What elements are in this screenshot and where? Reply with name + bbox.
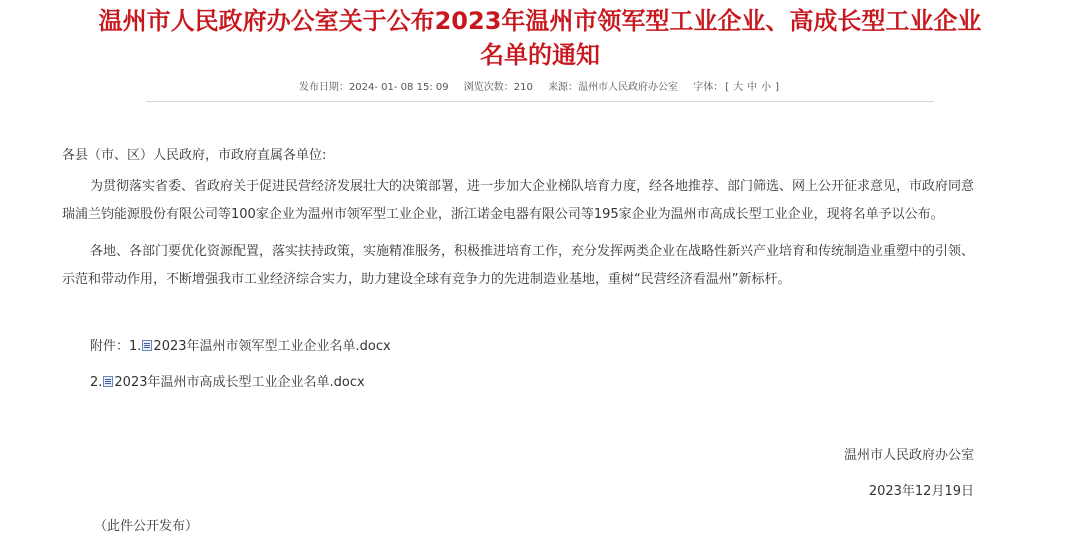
article-title <box>60 4 1020 72</box>
title-divider <box>146 101 934 102</box>
paragraph-2: 各地、各部门要优化资源配置，落实扶持政策，实施精准服务，积极推进培育工作，充分发挥两类企业在战略性新兴产业培育和传统制造业重塑中的引领、示范和带动作用，不断增强我市工业经济综合实力，助力建设全球有竞争力的先进制造业基地，重树“民营经济看温州”新标杆。 <box>62 244 975 287</box>
article-meta <box>0 78 1080 93</box>
attachment-1 <box>90 335 391 354</box>
source: 来源：温州市人民政府办公室 <box>548 82 679 93</box>
attachments-label: 附件： <box>90 339 130 354</box>
paragraph-1: 为贯彻落实省委、省政府关于促进民营经济发展壮大的决策部署，进一步加大企业梯队培育力度，经各地推荐、部门筛选、网上公开征求意见，市政府同意瑞浦兰钧能源股份有限公司等100家企业为温州市领军型工业企业，浙江诺金电器有限公司等195家企业为温州市高成长型工业企业，现将名单予以公布。 <box>62 179 975 222</box>
issue-date: 2023年12月19日 <box>868 484 974 499</box>
attachment-1-link[interactable]: 2023年温州市领军型工业企业名单.docx <box>153 339 391 354</box>
view-count: 浏览次数：210 <box>463 82 533 93</box>
salutation: 各县（市、区）人民政府，市政府直属各单位: <box>62 148 327 163</box>
font-size-small-button[interactable]: 小 <box>761 82 772 93</box>
attachment-2-index: 2. <box>90 375 103 390</box>
font-size-medium-button[interactable]: 中 <box>747 82 758 93</box>
title-line-1: 温州市人民政府办公室关于公布2023年温州市领军型工业企业、高成长型工业企业 <box>98 7 982 35</box>
attachment-2 <box>90 371 365 390</box>
issuer-signature: 温州市人民政府办公室 <box>843 448 974 463</box>
attachment-2-link[interactable]: 2023年温州市高成长型工业企业名单.docx <box>114 375 365 390</box>
font-size-large-button[interactable]: 大 <box>733 82 744 93</box>
title-line-2: 名单的通知 <box>480 41 600 69</box>
publish-date: 发布日期：2024- 01- 08 15: 09 <box>298 82 449 93</box>
doc-file-icon <box>142 340 152 351</box>
doc-file-icon <box>103 376 113 387</box>
public-release-note: （此件公开发布） <box>94 519 199 534</box>
font-size-control: 字体： [ 大 中 小 ] <box>693 82 780 93</box>
attachment-1-index: 1. <box>129 339 142 354</box>
